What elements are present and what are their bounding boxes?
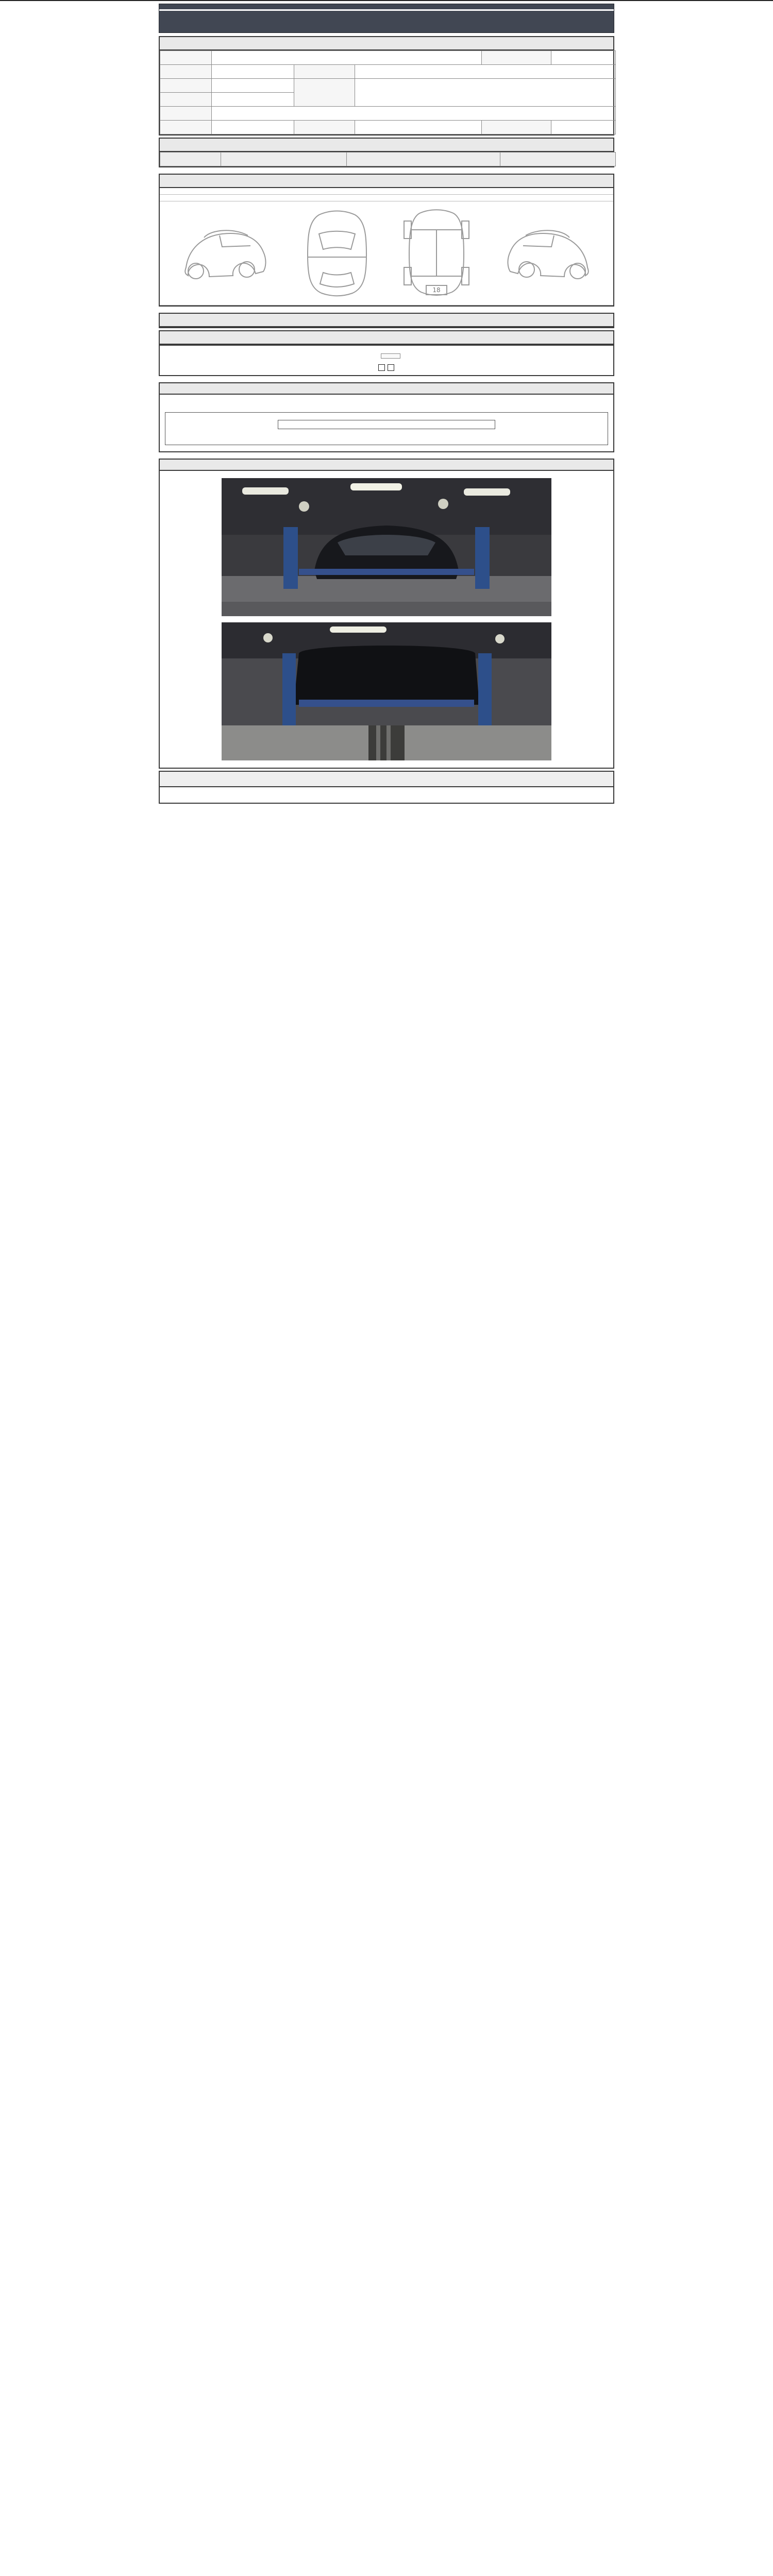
pricing-definition-title [278, 420, 495, 429]
section-detail-condition [159, 313, 614, 328]
field-label [160, 51, 212, 65]
fuel-options [212, 107, 616, 121]
warranty-options [355, 121, 482, 134]
checkbox-기술사회[interactable] [378, 364, 385, 371]
title-band [159, 4, 614, 33]
pricing-definition-box [165, 412, 608, 445]
field-label [294, 79, 355, 107]
engine-type-value [212, 121, 294, 134]
field-label [160, 79, 212, 93]
basic-info-table [160, 50, 616, 134]
car-diagrams [160, 201, 613, 306]
car-top-view-diagram [298, 206, 376, 301]
first-registration-value [212, 79, 294, 93]
car-underbody-diagram [398, 206, 475, 301]
field-label [160, 93, 212, 107]
confirmation-statement [160, 787, 613, 803]
field-label [482, 121, 551, 134]
section-signature [159, 771, 614, 804]
car-name-value [212, 51, 482, 65]
checkbox-한국자동차진단보증협회[interactable] [388, 364, 394, 371]
model-year-value [212, 65, 294, 79]
transmission-options [355, 79, 616, 107]
section-notices [159, 382, 614, 452]
field-label [294, 121, 355, 134]
field-label [160, 65, 212, 79]
page-marker [159, 309, 614, 313]
inspection-photo-underbody [222, 622, 551, 760]
section-basic-info [159, 36, 614, 135]
col-header [221, 152, 347, 166]
wheel-size-label: 18 [432, 286, 441, 294]
legend-note [160, 195, 613, 201]
section-misc-info [159, 330, 614, 376]
col-header [500, 152, 616, 166]
overall-condition-table [160, 152, 616, 166]
inspection-report-page [159, 1, 614, 804]
col-header [160, 152, 221, 166]
page-marker [159, 454, 614, 459]
document-number [159, 22, 614, 30]
field-label [482, 51, 551, 65]
status-code-legend [160, 188, 613, 195]
section-overall-condition [159, 138, 614, 167]
field-label [294, 65, 355, 79]
car-front-perspective-diagram [173, 206, 276, 301]
field-label [160, 107, 212, 121]
page-marker [159, 378, 614, 382]
final-price-bar [160, 345, 613, 375]
field-label [160, 121, 212, 134]
section-inspection-photos [159, 459, 614, 769]
car-rear-perspective-diagram [497, 206, 600, 301]
inspection-photo-lift-front [222, 478, 551, 616]
price-basis-line [160, 364, 613, 372]
inspection-period-value [355, 65, 616, 79]
col-header [347, 152, 500, 166]
final-price-value [381, 353, 400, 359]
base-price-value [551, 121, 616, 134]
registration-number-value [551, 51, 616, 65]
section-accident-history [159, 174, 614, 307]
notices-body [160, 395, 613, 405]
vin-value [212, 93, 294, 107]
page-marker [159, 170, 614, 174]
